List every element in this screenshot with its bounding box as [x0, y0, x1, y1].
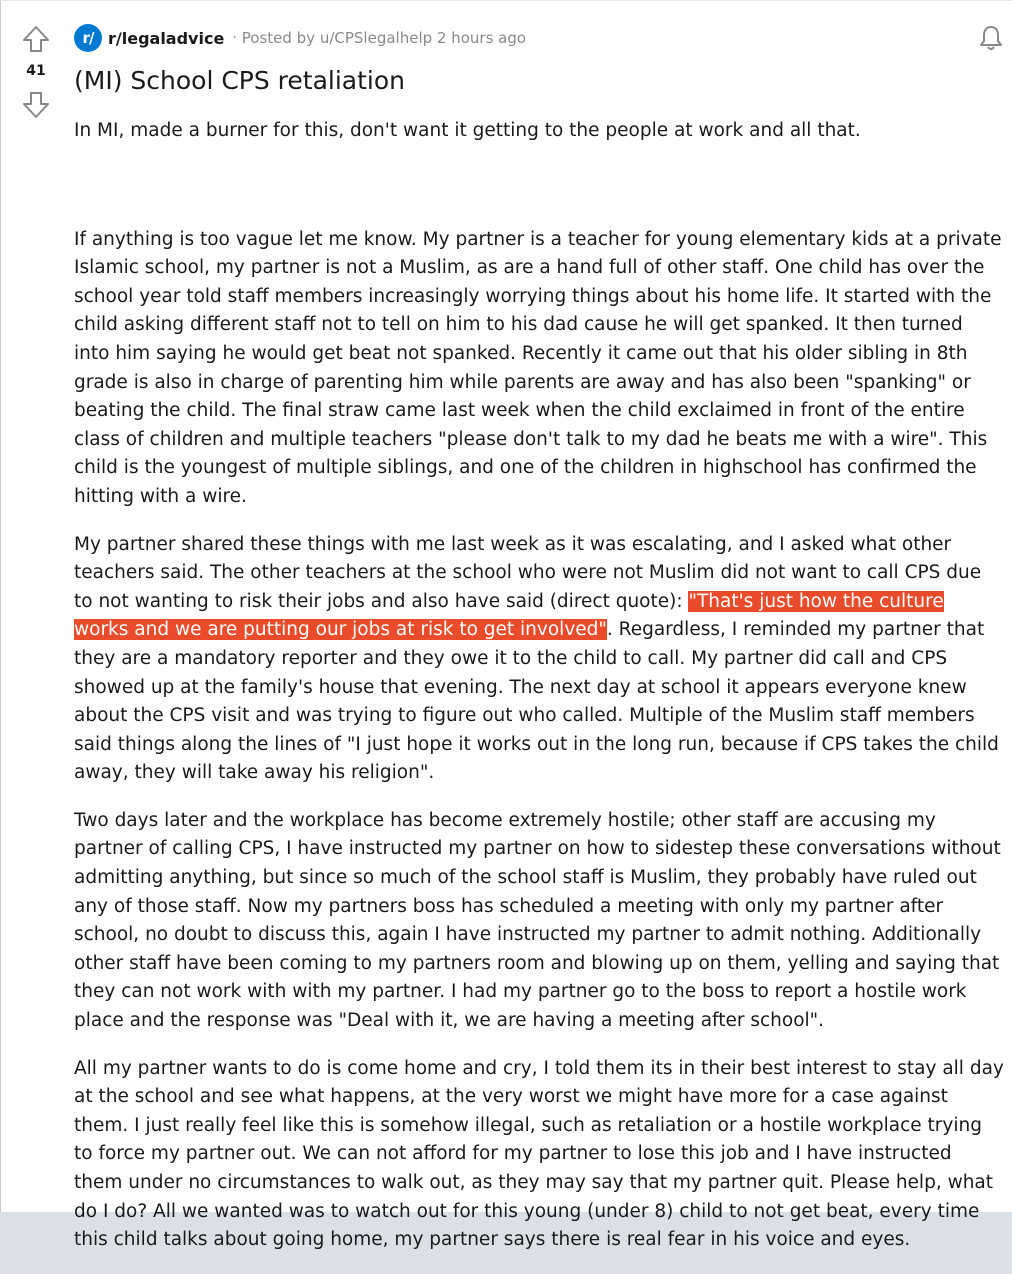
paragraph-5: All my partner wants to do is come home and cry, I told them its in their best interest to stay all day at the school and see what happens, at the very worst we might have more for a case against them. I just really feel like this is somehow illegal, such as retaliation or a hostile workplace trying to force my partner out. We can not afford for my partner to lose this job and I have instructed them under no circumstances to walk out, as they may say that my partner quit. Please help, what do I do? All we wanted was to watch out for this young (under 8) child to not get beat, every time this child talks about going home, my partner says there is real fear in his voice and eyes. [74, 1057, 1004, 1251]
post-header [74, 24, 526, 52]
paragraph-1: In MI, made a burner for this, don't want it getting to the people at work and all that. [74, 120, 861, 141]
vote-score: 41 [26, 63, 46, 79]
upvote-arrow-icon [20, 23, 52, 55]
downvote-arrow-icon [20, 89, 52, 121]
paragraph-3 [74, 531, 1004, 788]
post-body [74, 117, 1004, 1274]
paragraph-2: If anything is too vague let me know. My partner is a teacher for young elementary kids at a private Islamic school, my partner is not a Muslim, as are a hand full of other staff. One child has over the school year told staff members increasingly worrying things about his home life. It started with the child asking different staff not to tell on him to his dad cause he will get spanked. It then turned into him saying he would get beat not spanked. Recently it came out that his older sibling in 8th grade is also in charge of parenting him while parents are away and has also been "spanking" or beating the child. The final straw came last week when the child exclaimed in front of the entire class of children and multiple teachers "please don't talk to my dad he beats me with a wire". This child is the youngest of multiple siblings, and one of the children in highschool has confirmed the hitting with a wire. [74, 228, 1002, 507]
separator-dot: · [232, 30, 237, 46]
paragraph-4: Two days later and the workplace has become extremely hostile; other staff are accusing my partner of calling CPS, I have instructed my partner on how to sidestep these conversations without admitting anything, but since so much of the school staff is Muslim, they probably have ruled out any of those staff. Now my partners boss has scheduled a meeting with only my partner after school, no doubt to discuss this, again I have instructed my partner to admit nothing. Additionally other staff have been coming to my partners room and blowing up on them, yelling and saying that they can not work with with my partner. I had my partner go to the boss to report a hostile work place and the response was "Deal with it, we are having a meeting after school". [74, 809, 1001, 1032]
notification-button[interactable] [976, 23, 1006, 53]
paragraph-3-end: . Regardless, I reminded my partner that they are a mandatory reporter and they owe it to the child to call. My partner did call and CPS showed up at the family's house that evening. The next day at school it appears everyone knew about the CPS visit and was trying to figure out who called. Multiple of the Muslim staff members said things along the lines of "I just hope it works out in the long run, because if CPS takes the child away, they will take away his religion". [74, 619, 999, 784]
downvote-button[interactable] [20, 89, 52, 121]
bell-icon [976, 23, 1006, 53]
subreddit-icon[interactable]: r/ [74, 24, 102, 52]
subreddit-link[interactable]: r/legaladvice [108, 28, 225, 48]
highlighted-quote: "That's just how the culture works and we are putting our jobs at risk to get involved" [74, 590, 944, 641]
upvote-button[interactable] [20, 23, 52, 55]
paragraph-3-start: My partner shared these things with me last week as it was escalating, and I asked what other teachers said. The other teachers at the school who were not Muslim did not want to call CPS due to not wanting to risk their jobs and also have said (direct quote): [74, 533, 982, 612]
post-meta: Posted by u/CPSlegalhelp 2 hours ago [241, 29, 527, 47]
post-title[interactable]: (MI) School CPS retaliation [74, 66, 406, 95]
